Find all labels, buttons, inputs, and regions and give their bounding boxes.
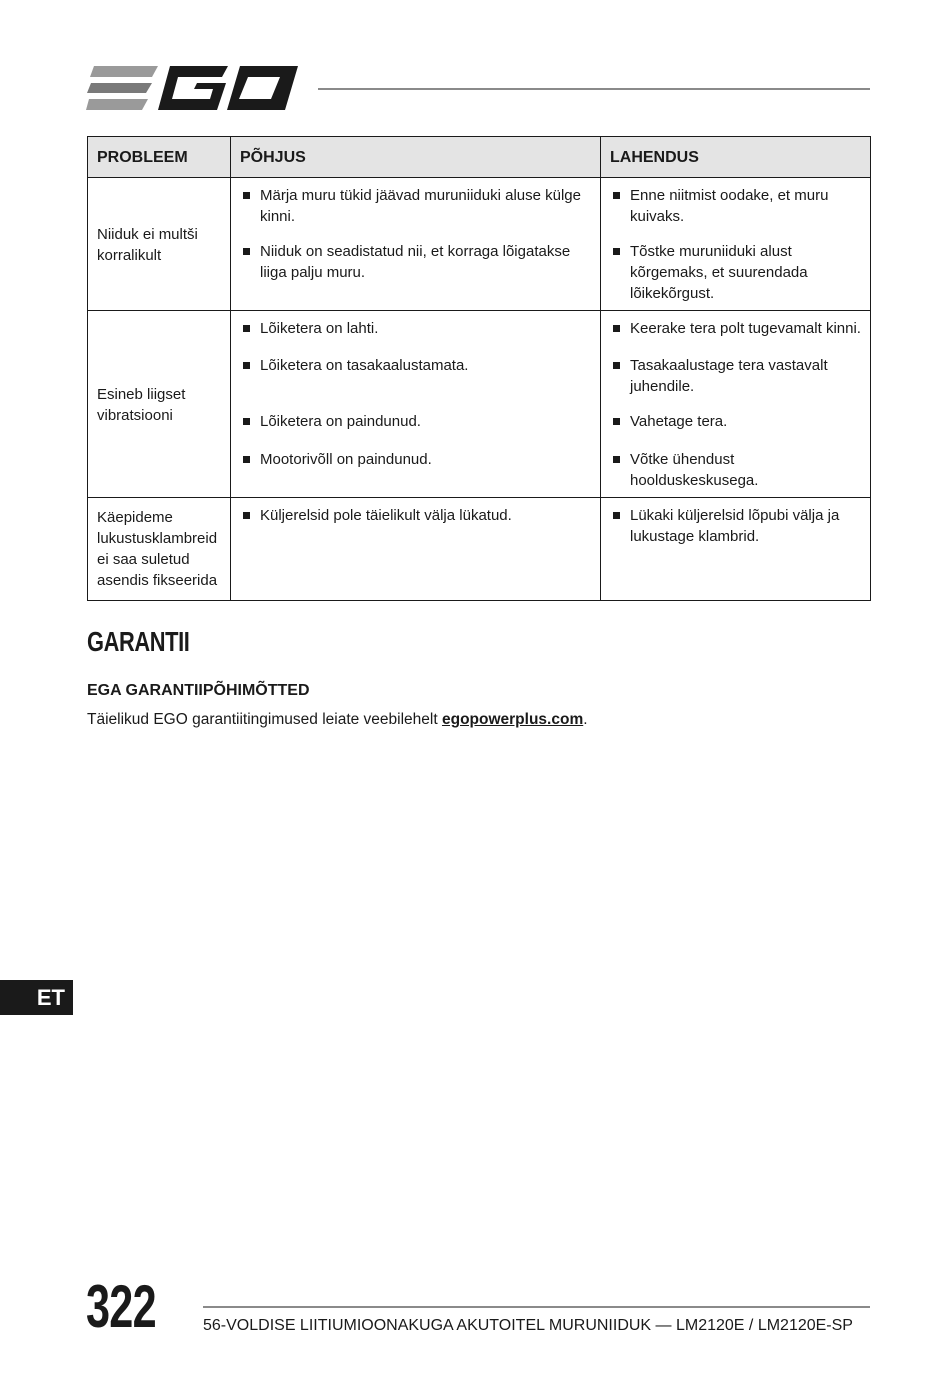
bullet-icon xyxy=(243,362,250,369)
bullet-icon xyxy=(243,456,250,463)
list-item: Enne niitmist oodake, et muru kuivaks. xyxy=(610,185,861,227)
table-row xyxy=(88,311,871,498)
column-header-problem: PROBLEEM xyxy=(88,137,231,178)
table-row xyxy=(88,498,871,601)
bullet-icon xyxy=(613,512,620,519)
footer-rule xyxy=(203,1306,870,1308)
list-item: Lükaki küljerelsid lõpubi välja ja lukustage klambrid. xyxy=(610,505,861,547)
footer-title: 56-VOLDISE LIITIUMIOONAKUGA AKUTOITEL MURUNIIDUK — LM2120E / LM2120E-SP xyxy=(203,1317,853,1334)
list-item: Võtke ühendust hoolduskeskusega. xyxy=(610,449,861,491)
list-item: Küljerelsid pole täielikult välja lükatud. xyxy=(240,505,591,526)
bullet-icon xyxy=(613,456,620,463)
cause-cell xyxy=(231,178,601,311)
language-tab: ET xyxy=(0,980,73,1015)
solution-cell xyxy=(601,311,871,498)
bullet-icon xyxy=(613,248,620,255)
solution-cell xyxy=(601,178,871,311)
header-rule xyxy=(318,88,870,90)
column-header-cause: PÕHJUS xyxy=(231,137,601,178)
problem-cell: Käepideme lukustusklambreid ei saa suletud asendis fikseerida xyxy=(88,498,231,601)
list-item: Märja muru tükid jäävad muruniiduki aluse külge kinni. xyxy=(240,185,591,227)
bullet-icon xyxy=(613,362,620,369)
bullet-icon xyxy=(243,192,250,199)
bullet-icon xyxy=(243,418,250,425)
warranty-text: Täielikud EGO garantiitingimused leiate veebilehelt egopowerplus.com. xyxy=(87,711,588,728)
column-header-solution: LAHENDUS xyxy=(601,137,871,178)
bullet-icon xyxy=(613,325,620,332)
section-title: GARANTII xyxy=(87,626,190,657)
problem-cell: Esineb liigset vibratsiooni xyxy=(88,311,231,498)
cause-cell xyxy=(231,311,601,498)
list-item: Tõstke muruniiduki alust kõrgemaks, et suurendada lõikekõrgust. xyxy=(610,241,861,304)
table-header-row xyxy=(88,137,871,178)
bullet-icon xyxy=(243,512,250,519)
list-item: Lõiketera on tasakaalustamata. xyxy=(240,355,591,376)
section-subtitle: EGA GARANTIIPÕHIMÕTTED xyxy=(87,682,310,699)
cause-cell xyxy=(231,498,601,601)
ego-logo xyxy=(86,62,298,114)
list-item: Lõiketera on paindunud. xyxy=(240,411,591,432)
troubleshooting-table xyxy=(87,136,871,601)
problem-cell: Niiduk ei multši korralikult xyxy=(88,178,231,311)
bullet-icon xyxy=(243,248,250,255)
list-item: Mootorivõll on paindunud. xyxy=(240,449,591,470)
table-row xyxy=(88,178,871,311)
website-link[interactable]: egopowerplus.com xyxy=(441,711,584,728)
list-item: Keerake tera polt tugevamalt kinni. xyxy=(610,318,861,339)
list-item: Niiduk on seadistatud nii, et korraga lõigatakse liiga palju muru. xyxy=(240,241,591,283)
list-item: Lõiketera on lahti. xyxy=(240,318,591,339)
bullet-icon xyxy=(613,418,620,425)
bullet-icon xyxy=(613,192,620,199)
list-item: Tasakaalustage tera vastavalt juhendile. xyxy=(610,355,861,397)
list-item: Vahetage tera. xyxy=(610,411,861,432)
page-number: 322 xyxy=(86,1273,156,1340)
bullet-icon xyxy=(243,325,250,332)
solution-cell xyxy=(601,498,871,601)
